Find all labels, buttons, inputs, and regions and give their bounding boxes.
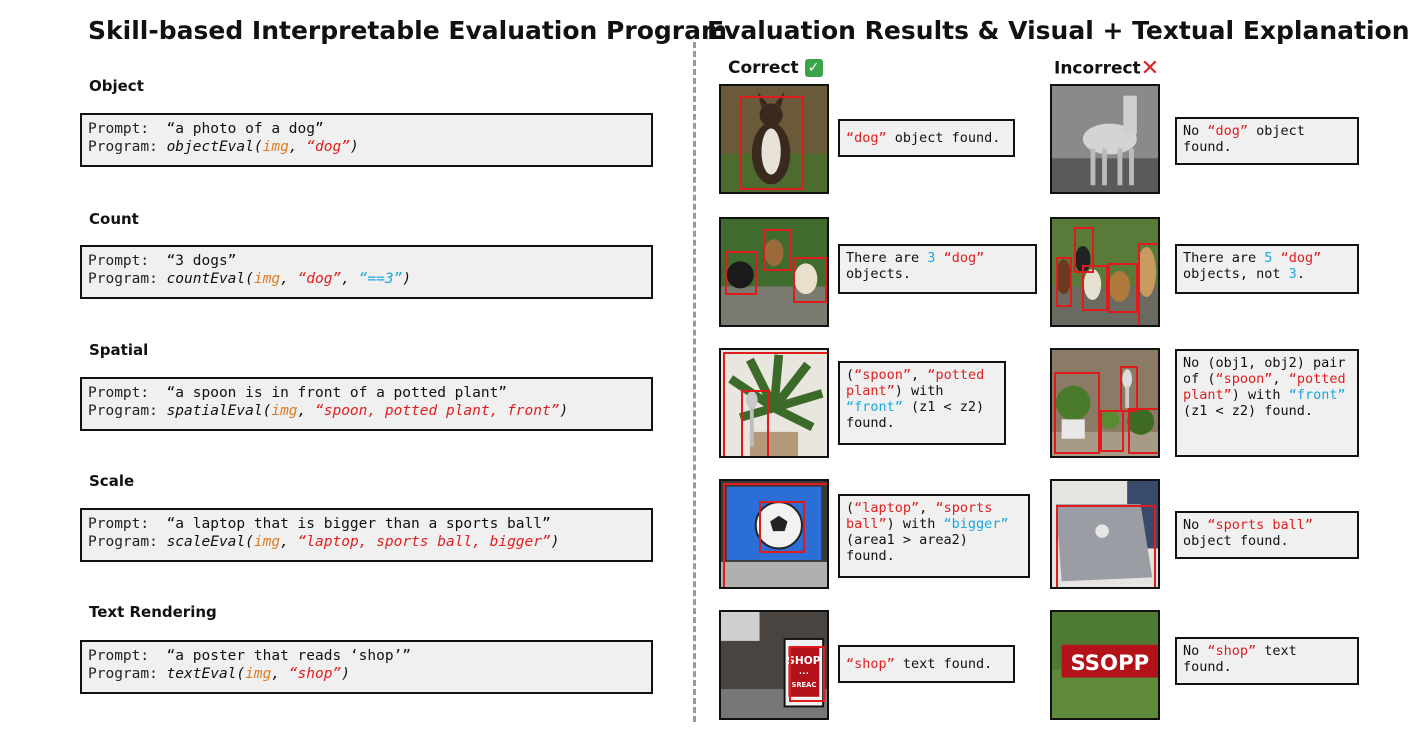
bounding-box (1056, 505, 1156, 589)
explanation-count-incorrect: There are 5 “dog” objects, not 3. (1175, 244, 1359, 294)
image-count-correct (719, 217, 829, 327)
bounding-box (763, 229, 791, 271)
explanation-count-correct: There are 3 “dog” objects. (838, 244, 1037, 294)
program-box-text-rendering: Prompt: “a poster that reads ‘shop’” Program: textEval(img, “shop”) (80, 640, 653, 694)
program-box-object: Prompt: “a photo of a dog” Program: objectEval(img, “dog”) (80, 113, 653, 167)
bounding-box (740, 96, 804, 190)
bounding-box (1056, 257, 1072, 307)
cross-mark-icon: ✕ (1140, 56, 1160, 81)
bounding-box (725, 251, 757, 295)
shop-sign-subtext: SREAC (791, 681, 817, 690)
image-text-incorrect (1050, 610, 1160, 720)
image-text-correct (719, 610, 829, 720)
image-object-correct (719, 84, 829, 194)
bounding-box (793, 257, 827, 303)
correct-header: Correct ✓ (728, 58, 823, 78)
program-box-count: Prompt: “3 dogs” Program: countEval(img, “dog”, “==3”) (80, 245, 653, 299)
bounding-box (1128, 408, 1160, 454)
bounding-box (789, 646, 825, 702)
right-title: Evaluation Results & Visual + Textual Explanation (707, 16, 1410, 45)
bounding-box (759, 501, 805, 553)
left-title: Skill-based Interpretable Evaluation Program (88, 16, 728, 45)
explanation-scale-correct: (“laptop”, “sports ball”) with “bigger” (area1 > area2) found. (838, 494, 1030, 578)
bounding-box (1138, 243, 1160, 327)
check-mark-icon: ✓ (805, 59, 823, 77)
explanation-object-correct: “dog” object found. (838, 119, 1015, 157)
column-divider (693, 42, 696, 722)
image-scale-correct (719, 479, 829, 589)
skill-label-spatial: Spatial (89, 341, 149, 359)
bounding-box (741, 390, 769, 458)
explanation-scale-incorrect: No “sports ball” object found. (1175, 511, 1359, 559)
bounding-box (1120, 366, 1138, 412)
explanation-spatial-incorrect: No (obj1, obj2) pair of (“spoon”, “potted plant”) with “front” (z1 < z2) found. (1175, 349, 1359, 457)
explanation-object-incorrect: No “dog” object found. (1175, 117, 1359, 165)
bounding-box (1108, 263, 1138, 313)
incorrect-header: Incorrect✕ (1054, 56, 1160, 81)
explanation-spatial-correct: (“spoon”, “potted plant”) with “front” (z1 < z2) found. (838, 361, 1006, 445)
bounding-box (1082, 265, 1108, 311)
image-count-incorrect (1050, 217, 1160, 327)
shop-sign-subtext: ••• (798, 671, 809, 678)
explanation-text-incorrect: No “shop” text found. (1175, 637, 1359, 685)
program-box-spatial: Prompt: “a spoon is in front of a potted plant” Program: spatialEval(img, “spoon, potted plant, front”) (80, 377, 653, 431)
image-spatial-correct (719, 348, 829, 458)
ssopp-sign-text: SSOPP (1070, 649, 1150, 675)
skill-label-object: Object (89, 77, 144, 95)
skill-label-scale: Scale (89, 472, 135, 490)
bounding-box (723, 352, 829, 458)
image-spatial-incorrect (1050, 348, 1160, 458)
image-scale-incorrect (1050, 479, 1160, 589)
image-object-incorrect (1050, 84, 1160, 194)
bounding-box (1054, 372, 1100, 454)
skill-label-text-rendering: Text Rendering (89, 603, 217, 621)
shop-sign-text: SHOP (787, 655, 821, 668)
skill-label-count: Count (89, 210, 139, 228)
bounding-box (1100, 410, 1124, 452)
explanation-text-correct: “shop” text found. (838, 645, 1015, 683)
program-box-scale: Prompt: “a laptop that is bigger than a sports ball” Program: scaleEval(img, “laptop, sports ball, bigger”) (80, 508, 653, 562)
